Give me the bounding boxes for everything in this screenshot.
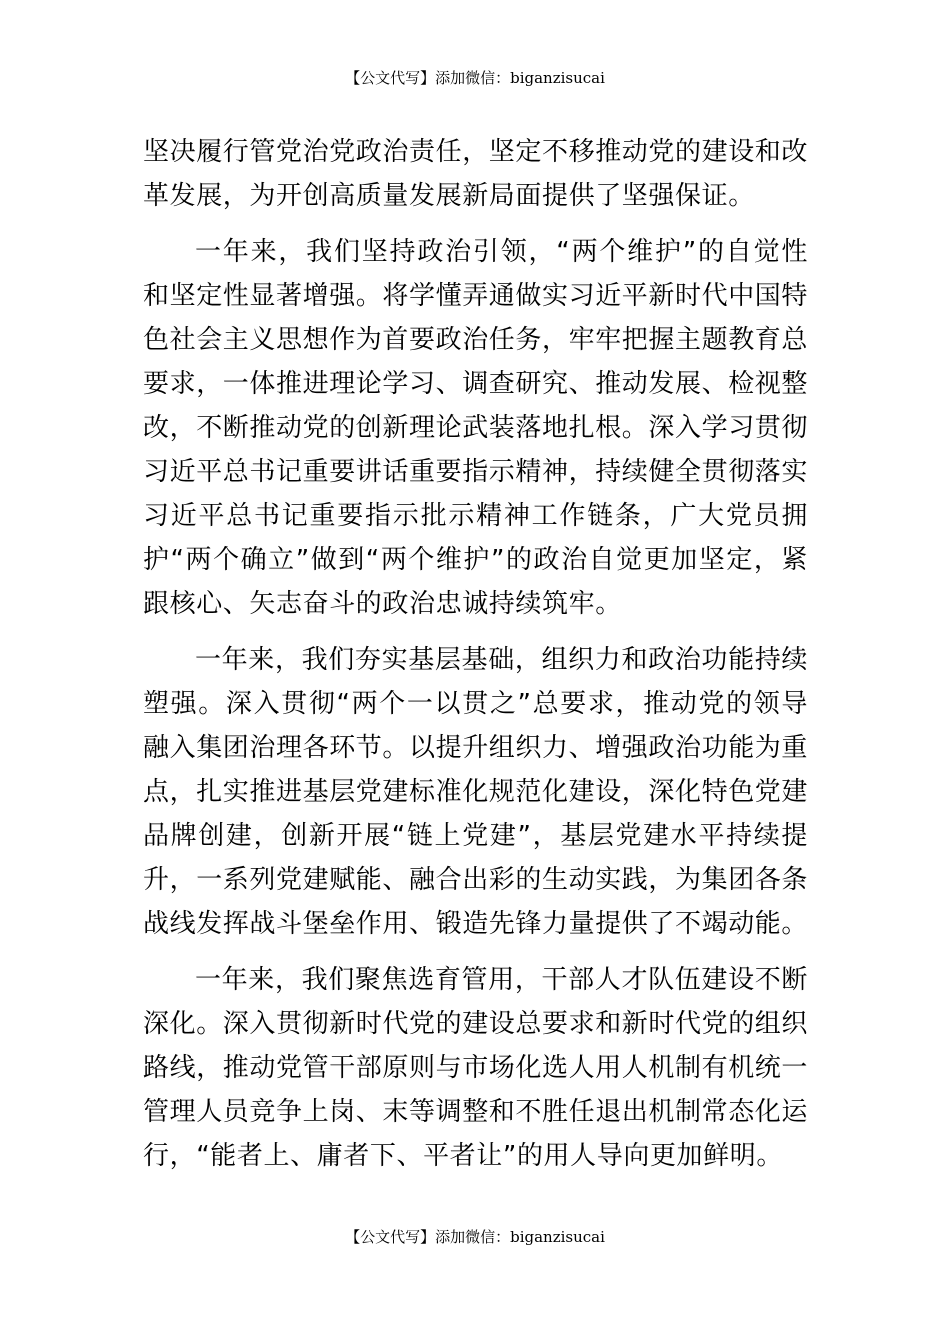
paragraph-3: 一年来，我们夯实基层基础，组织力和政治功能持续塑强。深入贯彻“两个一以贯之”总要求，推动党的领导融入集团治理各环节。以提升组织力、增强政治功能为重点，扎实推进基层党建标准化规范化建设，深化特色党建品牌创建，创新开展“链上党建”，基层党建水平持续提升，一系列党建赋能、融合出彩的生动实践，为集团各条战线发挥战斗堡垒作用、锻造先锋力量提供了不竭动能。	[143, 645, 809, 939]
page-footer: 【公文代写】添加微信：biganzisucai	[345, 1228, 605, 1246]
paragraph-1: 坚决履行管党治党政治责任，坚定不移推动党的建设和改革发展，为开创高质量发展新局面提供了坚强保证。	[143, 137, 809, 211]
paragraph-4: 一年来，我们聚焦选育管用，干部人才队伍建设不断深化。深入贯彻新时代党的建设总要求和新时代党的组织路线，推动党管干部原则与市场化选人用人机制有机统一管理人员竞争上岗、末等调整和不胜任退出机制常态化运行，“能者上、庸者下、平者让”的用人导向更加鲜明。	[143, 965, 809, 1171]
body-text	[143, 130, 808, 1190]
page-header: 【公文代写】添加微信：biganzisucai	[345, 69, 605, 87]
paragraph-2: 一年来，我们坚持政治引领，“两个维护”的自觉性和坚定性显著增强。将学懂弄通做实习近平新时代中国特色社会主义思想作为首要政治任务，牢牢把握主题教育总要求，一体推进理论学习、调查研究、推动发展、检视整改，不断推动党的创新理论武装落地扎根。深入学习贯彻习近平总书记重要讲话重要指示精神，持续健全贯彻落实习近平总书记重要指示批示精神工作链条，广大党员拥护“两个确立”做到“两个维护”的政治自觉更加坚定，紧跟核心、矢志奋斗的政治忠诚持续筑牢。	[143, 237, 809, 619]
